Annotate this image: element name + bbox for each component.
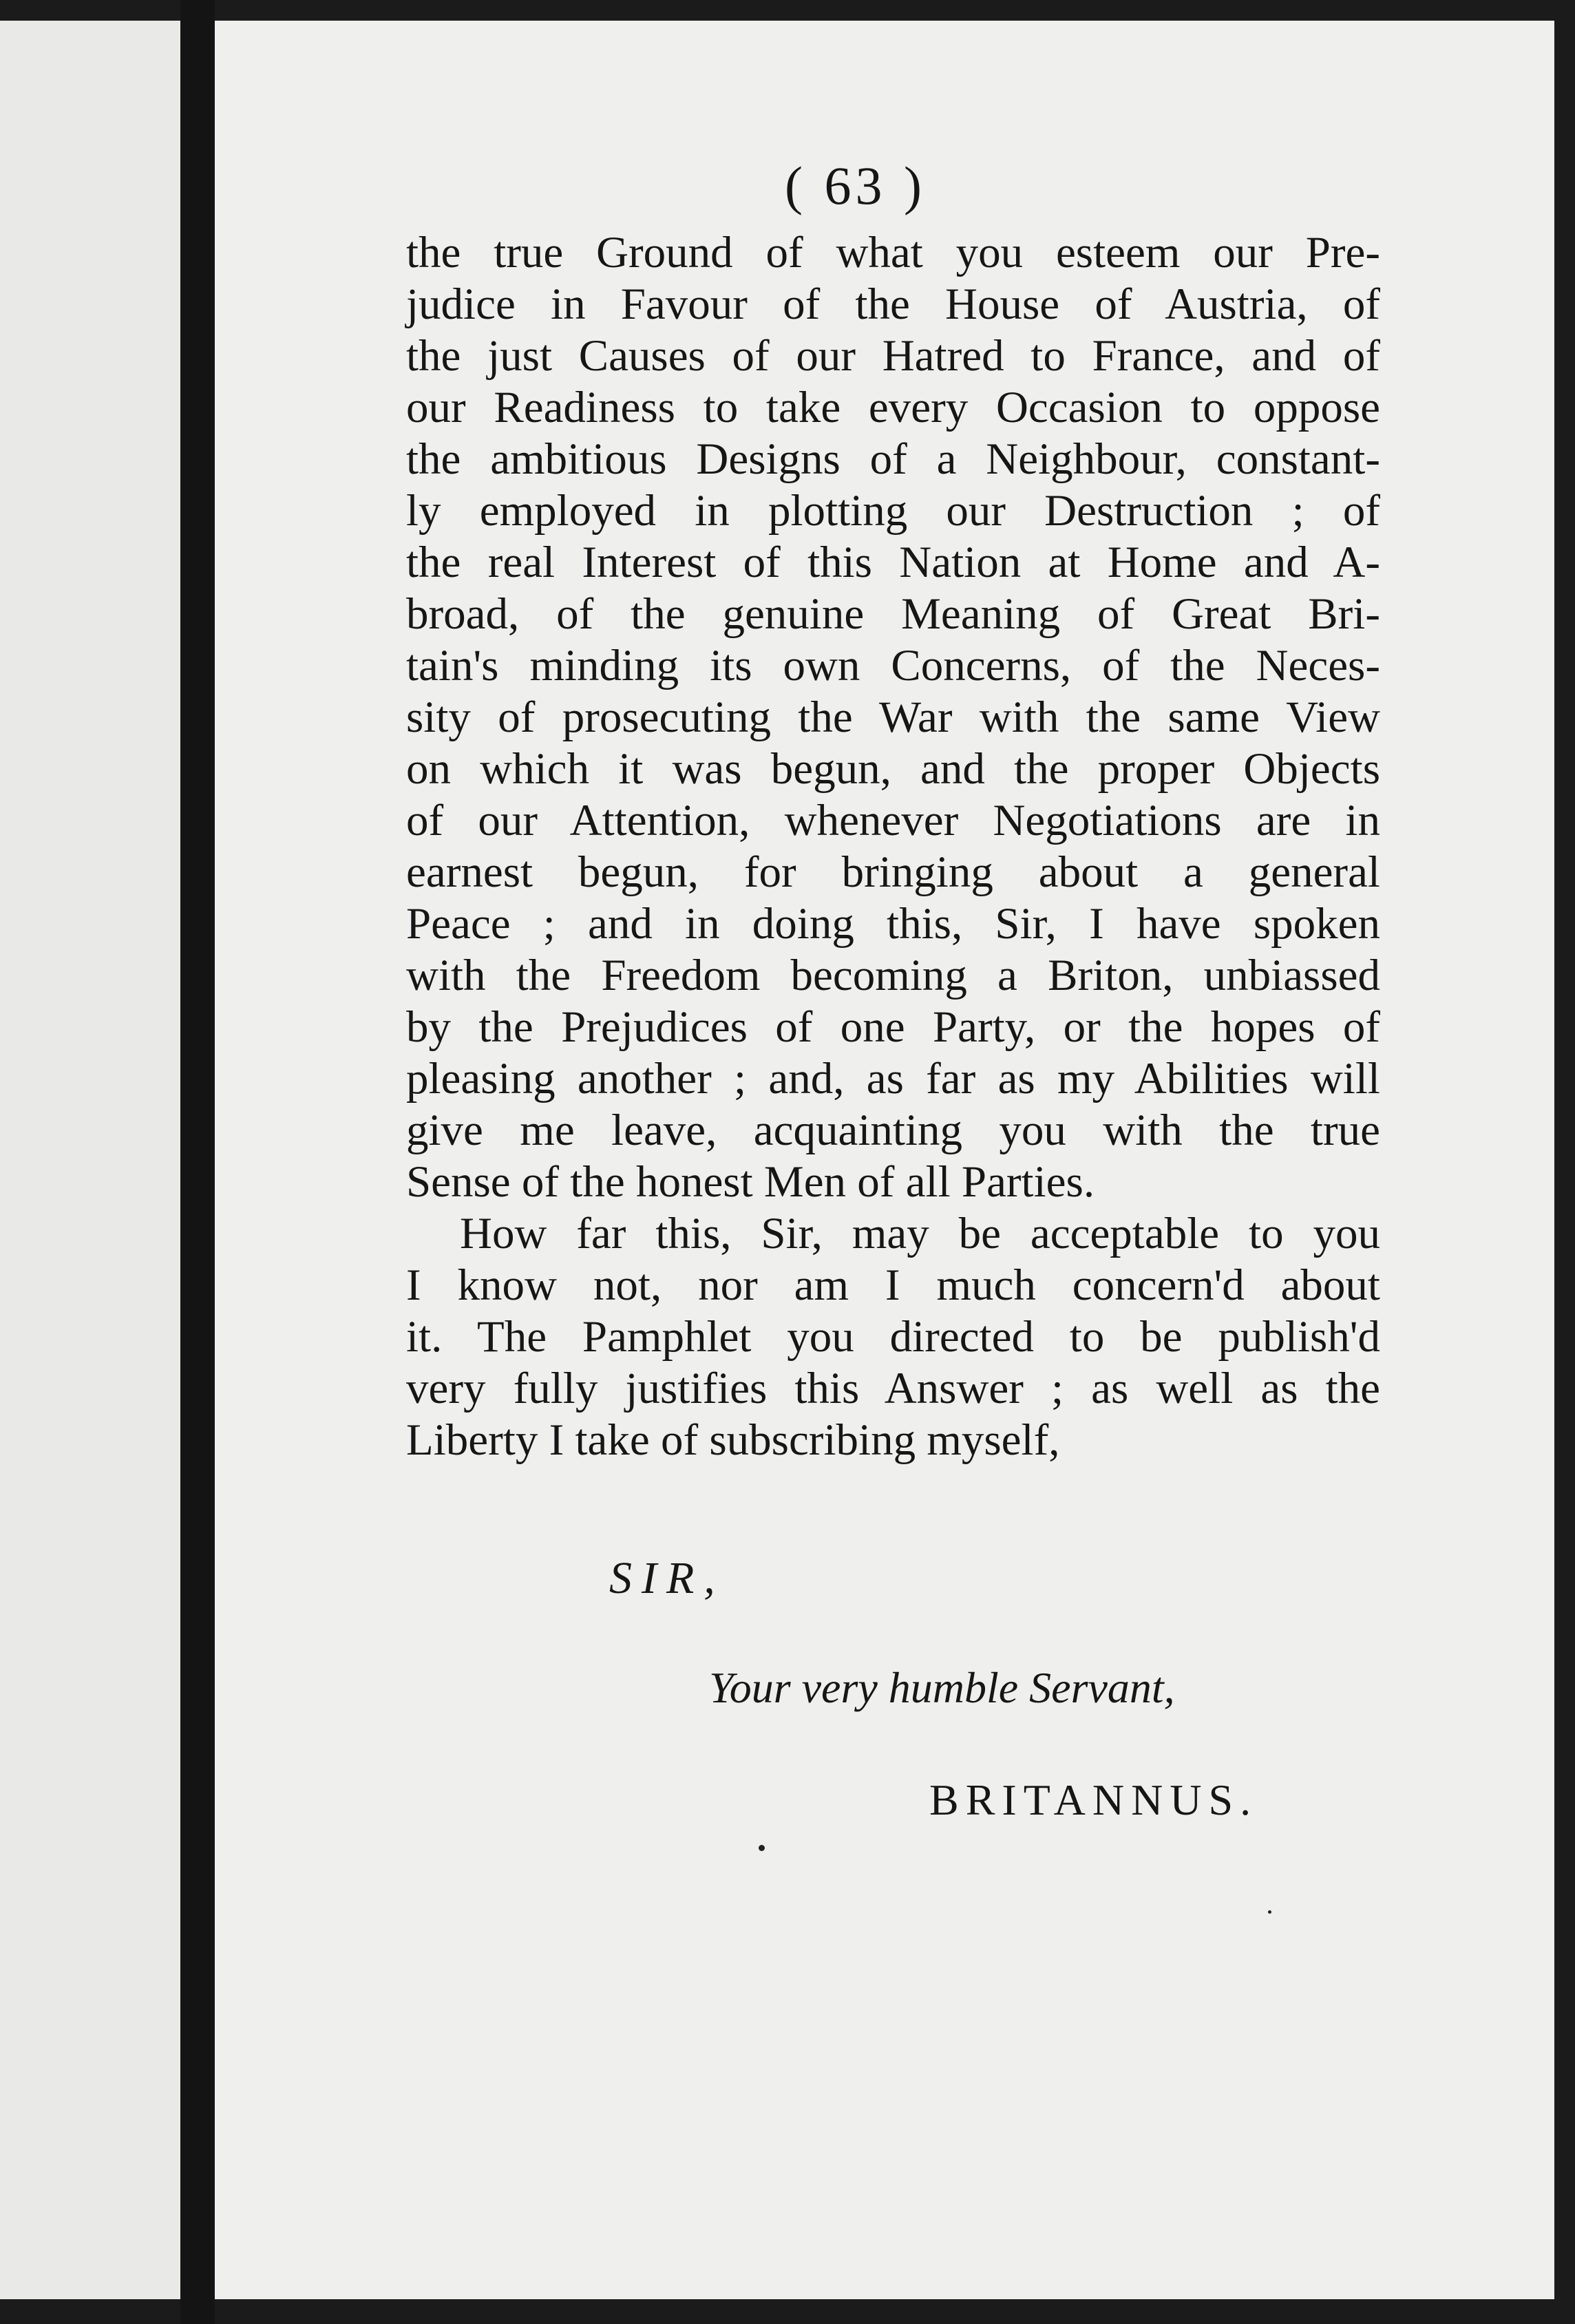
body-line: Peace ; and in doing this, Sir, I have spoken: [406, 899, 1380, 949]
body-line: with the Freedom becoming a Briton, unbiassed: [406, 951, 1380, 1000]
ink-speck: [759, 1845, 765, 1851]
body-line: tain's minding its own Concerns, of the Neces-: [406, 641, 1380, 690]
body-line: earnest begun, for bringing about a general: [406, 847, 1380, 897]
body-line: the true Ground of what you esteem our Pre-: [406, 228, 1380, 277]
body-line: very fully justifies this Answer ; as well as the: [406, 1364, 1380, 1413]
body-line: sity of prosecuting the War with the same View: [406, 693, 1380, 742]
body-line: of our Attention, whenever Negotiations are in: [406, 796, 1380, 845]
book-gutter: [180, 0, 215, 2324]
body-line: it. The Pamphlet you directed to be publish'd: [406, 1312, 1380, 1362]
body-line: Sense of the honest Men of all Parties.: [406, 1157, 1095, 1207]
body-line: the real Interest of this Nation at Home and A-: [406, 538, 1380, 587]
body-line: pleasing another ; and, as far as my Abilities will: [406, 1054, 1380, 1103]
body-line: How far this, Sir, may be acceptable to you: [460, 1209, 1380, 1258]
body-line: the just Causes of our Hatred to France, and of: [406, 331, 1380, 381]
ink-speck: [1268, 1910, 1271, 1914]
body-line: judice in Favour of the House of Austria, of: [406, 279, 1380, 329]
body-line: ly employed in plotting our Destruction ; of: [406, 486, 1380, 536]
body-line: broad, of the genuine Meaning of Great Bri-: [406, 589, 1380, 639]
body-line: Liberty I take of subscribing myself,: [406, 1415, 1060, 1465]
body-line: the ambitious Designs of a Neighbour, constant-: [406, 434, 1380, 484]
salutation: SIR,: [609, 1553, 725, 1603]
body-line: our Readiness to take every Occasion to oppose: [406, 383, 1380, 432]
facing-page-edge: [0, 21, 180, 2299]
body-line: give me leave, acquainting you with the true: [406, 1106, 1380, 1155]
closing-line: Your very humble Servant,: [709, 1663, 1175, 1712]
signature: BRITANNUS.: [929, 1775, 1258, 1824]
body-line: on which it was begun, and the proper Objects: [406, 744, 1380, 794]
body-line: by the Prejudices of one Party, or the hopes of: [406, 1002, 1380, 1052]
page-number: ( 63 ): [785, 156, 926, 215]
body-line: I know not, nor am I much concern'd about: [406, 1260, 1380, 1310]
